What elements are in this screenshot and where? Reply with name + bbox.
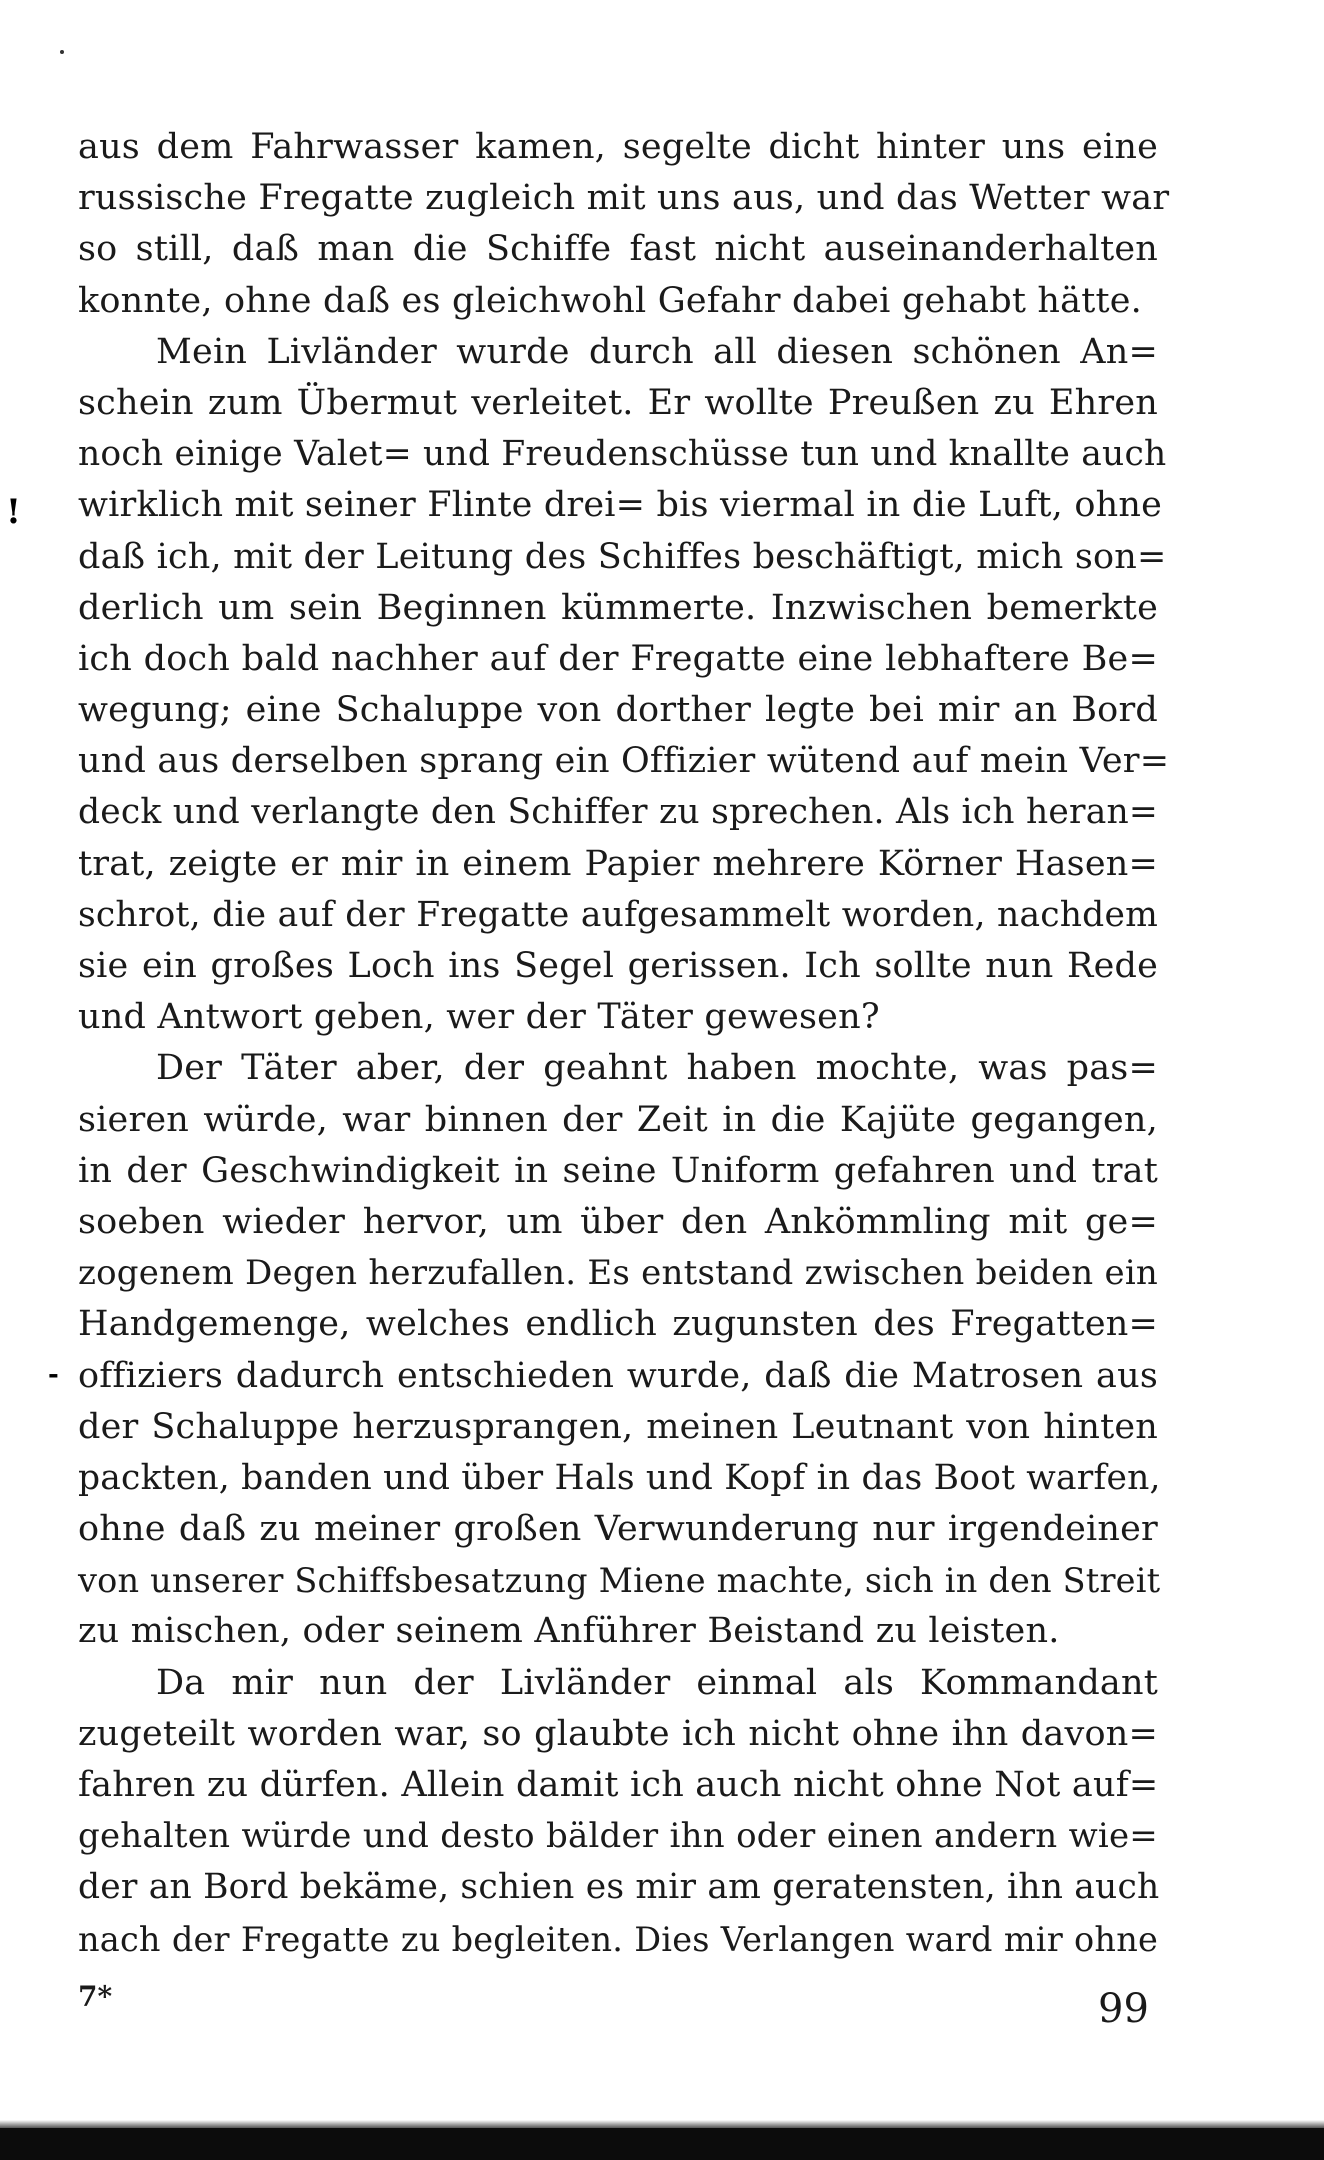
text-line: Handgemenge, welches endlich zugunsten des Fregatten= [78,1304,1158,1345]
text-line: zogenem Degen herzufallen. Es entstand zwischen beiden ein [78,1253,1158,1294]
text-line: schrot, die auf der Fregatte aufgesammelt worden, nachdem [78,894,1158,935]
text-line: von unserer Schiffsbesatzung Miene machte, sich in den Streit [78,1561,1161,1601]
text-line: und Antwort geben, wer der Täter gewesen? [78,997,880,1038]
text-line: aus dem Fahrwasser kamen, segelte dicht hinter uns eine [78,127,1158,167]
text-line: zu mischen, oder seinem Anführer Beistand zu leisten. [78,1611,1060,1652]
text-line: derlich um sein Beginnen kümmerte. Inzwischen bemerkte [78,587,1158,628]
text-line: Da mir nun der Livländer einmal als Kommandant [156,1662,1158,1703]
text-line: der Schaluppe herzusprangen, meinen Leutnant von hinten [78,1406,1158,1447]
text-line: noch einige Valet= und Freudenschüsse tun und knallte auch [78,434,1167,475]
margin-mark: - [48,1360,59,1390]
text-line: nach der Fregatte zu begleiten. Dies Verlangen ward mir ohne [78,1919,1158,1959]
body-text [78,122,1170,1965]
signature-mark: 7* [78,1980,113,2013]
text-line: sie ein großes Loch ins Segel gerissen. Ich sollte nun Rede [78,946,1158,986]
text-line: deck und verlangte den Schiffer zu sprechen. Als ich heran= [78,792,1158,833]
text-line: so still, daß man die Schiffe fast nicht auseinanderhalten [78,229,1158,270]
text-line: trat, zeigte er mir in einem Papier mehrere Körner Hasen= [78,843,1158,884]
margin-mark: ! [6,492,21,532]
text-line: gehalten würde und desto bälder ihn oder einen andern wie= [78,1816,1158,1857]
text-line: schein zum Übermut verleitet. Er wollte Preußen zu Ehren [78,382,1158,423]
text-line: russische Fregatte zugleich mit uns aus, und das Wetter war [78,178,1170,219]
page-number: 99 [1098,1986,1149,2032]
text-line: soeben wieder hervor, um über den Ankömmling mit ge= [78,1201,1158,1242]
text-line: konnte, ohne daß es gleichwohl Gefahr dabei gehabt hätte. [78,280,1142,321]
text-line: ich doch bald nachher auf der Fregatte eine lebhaftere Be= [78,638,1158,679]
text-line: wirklich mit seiner Flinte drei= bis viermal in die Luft, ohne [78,485,1163,526]
text-line: Der Täter aber, der geahnt haben mochte, was pas= [156,1048,1158,1089]
text-line: und aus derselben sprang ein Offizier wütend auf mein Ver= [78,741,1170,782]
text-line: in der Geschwindigkeit in seine Uniform gefahren und trat [78,1150,1158,1191]
text-line: Mein Livländer wurde durch all diesen schönen An= [156,331,1158,372]
text-line: zugeteilt worden war, so glaubte ich nicht ohne ihn davon= [78,1713,1158,1754]
text-line: daß ich, mit der Leitung des Schiffes beschäftigt, mich son= [78,536,1167,577]
scan-border [0,2128,1324,2160]
print-speck [60,50,64,54]
text-line: wegung; eine Schaluppe von dorther legte bei mir an Bord [78,690,1158,731]
text-line: der an Bord bekäme, schien es mir am geratensten, ihn auch [78,1867,1160,1908]
text-line: packten, banden und über Hals und Kopf in das Boot warfen, [78,1457,1161,1498]
text-line: offiziers dadurch entschieden wurde, daß die Matrosen aus [78,1355,1158,1396]
text-line: ohne daß zu meiner großen Verwunderung nur irgendeiner [78,1509,1158,1550]
scan-edge [0,2120,1324,2128]
text-line: sieren würde, war binnen der Zeit in die Kajüte gegangen, [78,1099,1158,1140]
text-line: fahren zu dürfen. Allein damit ich auch nicht ohne Not auf= [78,1765,1159,1805]
